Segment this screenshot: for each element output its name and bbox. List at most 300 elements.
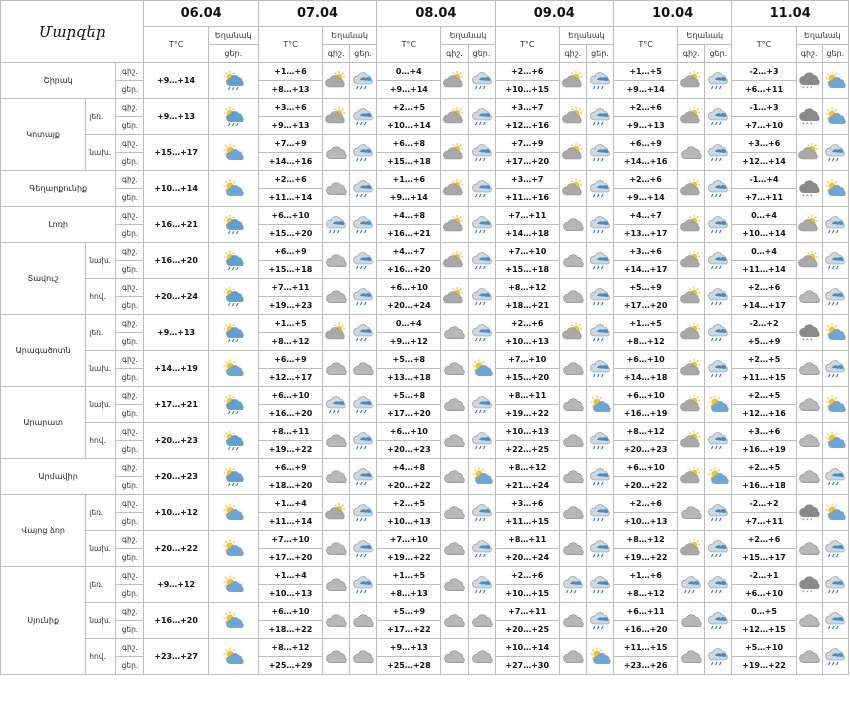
cloud-icon (323, 467, 349, 487)
zone-label: լեռ. (86, 315, 116, 351)
cloud-rain-icon (350, 251, 376, 271)
weather-cell (678, 567, 705, 603)
weather-cell (705, 351, 732, 387)
temp-value: +16…+18 (732, 477, 796, 495)
zone-label: նախ. (86, 603, 116, 639)
sun-cloud-rain-icon (209, 431, 258, 451)
weather-cell (796, 459, 822, 495)
time-label: ցեր. (116, 297, 144, 315)
region-name: Գեղարքունիք (1, 171, 116, 207)
weather-cell (441, 243, 468, 279)
cloud-icon (441, 359, 467, 379)
cloud-sun-icon (560, 143, 586, 163)
temp-value: +9…+14 (614, 189, 678, 207)
cloud-icon (560, 215, 586, 235)
weather-cell (678, 495, 705, 531)
weather-cell (705, 639, 732, 675)
time-label: ցեր. (116, 81, 144, 99)
temp-value: +20…+24 (377, 297, 441, 315)
cloud-icon (441, 539, 467, 559)
weather-header: Եղանակ (323, 27, 377, 45)
temp-value: +13…+17 (614, 225, 678, 243)
cloud-icon (560, 431, 586, 451)
cloud-sun-icon (678, 215, 704, 235)
time-label: ցեր. (116, 657, 144, 675)
time-label: գիշ. (116, 63, 144, 81)
weather-cell (796, 243, 822, 279)
time-label: ցեր. (116, 189, 144, 207)
weather-cell (468, 279, 495, 315)
weather-cell (468, 135, 495, 171)
temp-value: +7…+10 (495, 243, 559, 261)
weather-cell (559, 459, 586, 495)
sun-cloud-icon (823, 179, 848, 199)
svg-text:*: * (806, 517, 809, 523)
weather-cell (586, 171, 613, 207)
temp-value: +9…+13 (144, 315, 208, 351)
time-label: գիշ. (116, 567, 144, 585)
temp-value: +17…+22 (377, 621, 441, 639)
night-header: գիշ. (559, 45, 586, 63)
cloud-rain-icon (350, 71, 376, 91)
temp-value: +5…+10 (732, 639, 796, 657)
temp-value: +20…+23 (144, 423, 208, 459)
time-label: գիշ. (116, 459, 144, 477)
svg-text:*: * (810, 193, 813, 199)
weather-cell (559, 279, 586, 315)
temp-value: +15…+20 (258, 225, 322, 243)
cloud-icon (560, 395, 586, 415)
weather-cell (705, 207, 732, 243)
snow-cloud-icon (797, 71, 822, 91)
temp-value: +1…+4 (258, 495, 322, 513)
temp-value: +20…+25 (495, 621, 559, 639)
temp-value: +5…+9 (614, 279, 678, 297)
weather-cell (822, 63, 848, 99)
cloud-sun-icon (441, 215, 467, 235)
cloud-rain-icon (469, 323, 495, 343)
weather-cell (323, 639, 350, 675)
cloud-sun-icon (323, 71, 349, 91)
temp-value: +9…+14 (377, 81, 441, 99)
weather-cell (441, 459, 468, 495)
temp-value: +8…+12 (495, 459, 559, 477)
temp-value: +17…+20 (258, 549, 322, 567)
temp-value: +23…+26 (614, 657, 678, 675)
temp-header: T°C (495, 27, 559, 63)
time-label: գիշ. (116, 639, 144, 657)
zone-label: նախ. (86, 243, 116, 279)
cloud-icon (323, 611, 349, 631)
sun-cloud-rain-icon (209, 287, 258, 307)
cloud-icon (678, 647, 704, 667)
weather-cell (350, 423, 377, 459)
weather-cell (705, 243, 732, 279)
cloud-rain-icon (469, 215, 495, 235)
time-label: գիշ. (116, 351, 144, 369)
temp-value: +2…+6 (614, 171, 678, 189)
cloud-sun-icon (441, 179, 467, 199)
time-label: գիշ. (116, 423, 144, 441)
sun-cloud-icon (823, 323, 848, 343)
cloud-icon (678, 503, 704, 523)
weather-cell (559, 135, 586, 171)
time-label: ցեր. (116, 477, 144, 495)
time-label: գիշ. (116, 603, 144, 621)
temp-value: +16…+20 (614, 621, 678, 639)
weather-cell (208, 243, 258, 279)
cloud-rain-icon (469, 251, 495, 271)
temp-value: +17…+21 (144, 387, 208, 423)
cloud-icon (323, 575, 349, 595)
weather-cell (323, 135, 350, 171)
weather-cell (350, 63, 377, 99)
temp-value: +20…+23 (377, 441, 441, 459)
weather-cell (705, 63, 732, 99)
svg-text:*: * (810, 589, 813, 595)
temp-value: +16…+19 (732, 441, 796, 459)
weather-cell (208, 171, 258, 207)
cloud-rain-icon (350, 215, 376, 235)
temp-value: +10…+13 (614, 513, 678, 531)
temp-value: +6…+9 (258, 459, 322, 477)
time-label: ցեր. (116, 117, 144, 135)
cloud-rain-icon (823, 467, 848, 487)
weather-cell (678, 99, 705, 135)
cloud-icon (323, 359, 349, 379)
temp-value: +19…+22 (495, 405, 559, 423)
temp-value: +1…+5 (258, 315, 322, 333)
cloud-rain-icon (323, 215, 349, 235)
weather-cell (822, 279, 848, 315)
weather-cell (323, 387, 350, 423)
temp-value: +16…+19 (614, 405, 678, 423)
cloud-rain-icon (469, 395, 495, 415)
temp-value: +14…+17 (732, 297, 796, 315)
temp-value: +1…+5 (377, 567, 441, 585)
weather-cell (208, 135, 258, 171)
sun-cloud-rain-icon (209, 251, 258, 271)
temp-value: +19…+22 (614, 549, 678, 567)
weather-cell (705, 171, 732, 207)
weather-cell (796, 207, 822, 243)
sun-cloud-icon (469, 359, 495, 379)
weather-cell (796, 99, 822, 135)
temp-value: +25…+28 (377, 657, 441, 675)
cloud-sun-icon (678, 431, 704, 451)
cloud-rain-icon (350, 395, 376, 415)
time-label: ցեր. (116, 225, 144, 243)
snow-cloud-icon (797, 323, 822, 343)
cloud-sun-icon (678, 467, 704, 487)
temp-value: +4…+7 (377, 243, 441, 261)
weather-cell (586, 315, 613, 351)
weather-cell (323, 279, 350, 315)
weather-cell (822, 315, 848, 351)
temp-value: 0…+4 (732, 207, 796, 225)
cloud-rain-icon (587, 539, 613, 559)
temp-value: +2…+5 (732, 351, 796, 369)
time-label: գիշ. (116, 387, 144, 405)
weather-cell (586, 63, 613, 99)
temp-value: +7…+11 (732, 513, 796, 531)
weather-cell (559, 603, 586, 639)
temp-value: +12…+16 (495, 117, 559, 135)
cloud-icon (797, 467, 822, 487)
cloud-rain-icon (350, 539, 376, 559)
temp-value: +16…+20 (258, 405, 322, 423)
weather-cell (796, 315, 822, 351)
weather-cell (441, 387, 468, 423)
weather-cell (559, 639, 586, 675)
weather-cell (208, 351, 258, 387)
weather-cell (208, 603, 258, 639)
weather-cell (822, 423, 848, 459)
weather-cell (468, 639, 495, 675)
cloud-icon (441, 431, 467, 451)
sun-cloud-rain-icon (209, 395, 258, 415)
date-header: 09.04 (495, 1, 613, 27)
cloud-rain-icon (705, 431, 731, 451)
weather-cell (441, 63, 468, 99)
temp-value: +8…+13 (258, 81, 322, 99)
weather-cell (586, 603, 613, 639)
cloud-icon (560, 503, 586, 523)
region-name: Շիրակ (1, 63, 116, 99)
temp-value: -1…+4 (732, 171, 796, 189)
date-header: 07.04 (258, 1, 376, 27)
temp-value: +7…+11 (732, 189, 796, 207)
day-header: ցեր. (705, 45, 732, 63)
cloud-icon (323, 287, 349, 307)
cloud-sun-icon (678, 179, 704, 199)
cloud-rain-icon (587, 251, 613, 271)
temp-value: +16…+20 (144, 603, 208, 639)
region-name: Տավուշ (1, 243, 86, 315)
time-label: գիշ. (116, 531, 144, 549)
weather-cell (468, 423, 495, 459)
weather-cell (208, 639, 258, 675)
weather-cell (559, 99, 586, 135)
cloud-rain-icon (587, 323, 613, 343)
temp-value: +23…+27 (144, 639, 208, 675)
cloud-sun-icon (441, 143, 467, 163)
temp-value: +2…+5 (377, 99, 441, 117)
date-header: 10.04 (614, 1, 732, 27)
weather-cell (559, 495, 586, 531)
time-label: գիշ. (116, 207, 144, 225)
temp-value: +6…+10 (258, 603, 322, 621)
sun-cloud-icon (823, 503, 848, 523)
weather-cell (441, 603, 468, 639)
weather-cell (586, 423, 613, 459)
cloud-rain-icon (705, 179, 731, 199)
cloud-rain-icon (587, 215, 613, 235)
date-header: 06.04 (144, 1, 258, 27)
temp-value: +11…+15 (614, 639, 678, 657)
weather-cell (323, 63, 350, 99)
temp-value: +2…+6 (495, 567, 559, 585)
sun-cloud-icon (209, 647, 258, 667)
weather-cell (678, 351, 705, 387)
svg-text:*: * (802, 517, 805, 523)
temp-value: +8…+11 (495, 531, 559, 549)
temp-value: +2…+6 (614, 99, 678, 117)
temp-value: -2…+1 (732, 567, 796, 585)
weather-cell (441, 207, 468, 243)
region-name: Արմավիր (1, 459, 116, 495)
temp-value: 0…+4 (732, 243, 796, 261)
cloud-icon (560, 287, 586, 307)
weather-cell (350, 279, 377, 315)
weather-cell (822, 135, 848, 171)
weather-cell (441, 99, 468, 135)
cloud-rain-icon (350, 575, 376, 595)
cloud-icon (350, 611, 376, 631)
temp-value: +2…+6 (495, 63, 559, 81)
cloud-sun-icon (797, 215, 822, 235)
weather-cell (468, 459, 495, 495)
temp-header: T°C (377, 27, 441, 63)
weather-cell (441, 135, 468, 171)
cloud-icon (350, 359, 376, 379)
temp-header: T°C (144, 27, 208, 63)
temp-value: +27…+30 (495, 657, 559, 675)
cloud-rain-icon (705, 503, 731, 523)
weather-cell (208, 279, 258, 315)
temp-value: +8…+12 (614, 531, 678, 549)
temp-value: +2…+6 (732, 279, 796, 297)
cloud-rain-icon (705, 143, 731, 163)
temp-value: +22…+25 (495, 441, 559, 459)
temp-value: +8…+12 (258, 333, 322, 351)
weather-cell (822, 567, 848, 603)
weather-header: Եղանակ (208, 27, 258, 45)
cloud-rain-icon (823, 539, 848, 559)
weather-cell (822, 639, 848, 675)
weather-cell (822, 99, 848, 135)
temp-value: +20…+23 (144, 459, 208, 495)
cloud-rain-icon (705, 251, 731, 271)
weather-cell (441, 315, 468, 351)
snow-cloud-icon (797, 503, 822, 523)
weather-cell (705, 99, 732, 135)
weather-cell (586, 531, 613, 567)
weather-cell (678, 279, 705, 315)
weather-cell (350, 315, 377, 351)
temp-value: +20…+22 (377, 477, 441, 495)
zone-label: նախ. (86, 531, 116, 567)
weather-cell (559, 171, 586, 207)
cloud-rain-icon (587, 467, 613, 487)
region-name: Կոտայք (1, 99, 86, 171)
cloud-sun-icon (678, 107, 704, 127)
weather-cell (208, 99, 258, 135)
weather-cell (208, 63, 258, 99)
temp-value: +7…+9 (495, 135, 559, 153)
weather-cell (705, 567, 732, 603)
temp-value: +12…+17 (258, 369, 322, 387)
cloud-rain-icon (823, 647, 848, 667)
cloud-icon (323, 179, 349, 199)
weather-cell (559, 531, 586, 567)
weather-cell (323, 171, 350, 207)
weather-header: Եղանակ (678, 27, 732, 45)
temp-value: +5…+8 (377, 351, 441, 369)
weather-cell (559, 423, 586, 459)
cloud-rain-icon (469, 287, 495, 307)
cloud-sun-icon (797, 143, 822, 163)
weather-cell (586, 495, 613, 531)
weather-cell (468, 567, 495, 603)
cloud-icon (797, 287, 822, 307)
date-header: 11.04 (732, 1, 849, 27)
cloud-rain-icon (705, 71, 731, 91)
temp-value: +2…+5 (732, 459, 796, 477)
time-label: ցեր. (116, 405, 144, 423)
weather-cell (559, 315, 586, 351)
temp-value: +8…+12 (614, 423, 678, 441)
cloud-sun-icon (678, 359, 704, 379)
cloud-rain-icon (705, 107, 731, 127)
cloud-icon (678, 143, 704, 163)
temp-header: T°C (614, 27, 678, 63)
cloud-icon (797, 431, 822, 451)
temp-value: +7…+11 (495, 207, 559, 225)
svg-text:*: * (806, 337, 809, 343)
temp-value: +3…+6 (495, 495, 559, 513)
cloud-sun-icon (678, 395, 704, 415)
temp-value: +7…+10 (377, 531, 441, 549)
weather-cell (822, 531, 848, 567)
cloud-icon (441, 611, 467, 631)
temp-value: +3…+6 (614, 243, 678, 261)
temp-value: +1…+6 (377, 171, 441, 189)
temp-value: +18…+21 (495, 297, 559, 315)
cloud-icon (323, 647, 349, 667)
cloud-rain-icon (350, 503, 376, 523)
weather-cell (441, 567, 468, 603)
cloud-icon (441, 647, 467, 667)
sun-cloud-icon (823, 395, 848, 415)
snow-cloud-icon (797, 107, 822, 127)
cloud-sun-icon (323, 503, 349, 523)
cloud-sun-icon (441, 71, 467, 91)
temp-value: -1…+3 (732, 99, 796, 117)
cloud-sun-icon (678, 323, 704, 343)
temp-value: +5…+8 (377, 387, 441, 405)
cloud-rain-icon (587, 431, 613, 451)
temp-value: +6…+10 (258, 387, 322, 405)
temp-value: +14…+19 (144, 351, 208, 387)
weather-cell (796, 351, 822, 387)
cloud-icon (323, 143, 349, 163)
temp-value: +10…+13 (377, 513, 441, 531)
cloud-icon (560, 611, 586, 631)
weather-cell (822, 495, 848, 531)
temp-value: +18…+22 (258, 621, 322, 639)
cloud-sun-icon (678, 539, 704, 559)
weather-cell (559, 387, 586, 423)
temp-value: +16…+20 (377, 261, 441, 279)
temp-value: +9…+12 (377, 333, 441, 351)
cloud-icon (560, 251, 586, 271)
temp-value: +10…+14 (377, 117, 441, 135)
weather-cell (586, 567, 613, 603)
temp-value: +19…+22 (732, 657, 796, 675)
weather-cell (323, 315, 350, 351)
weather-cell (705, 423, 732, 459)
